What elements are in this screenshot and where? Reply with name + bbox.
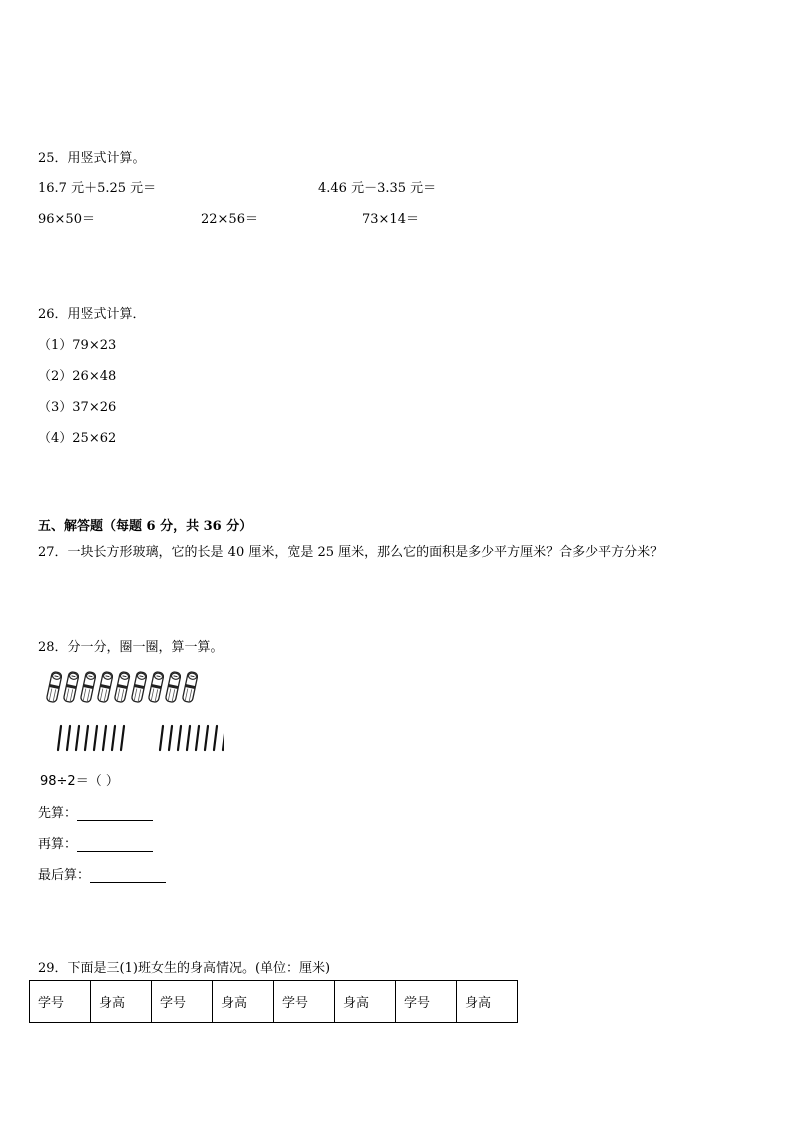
q26-item-4: （4）25×62	[38, 431, 117, 446]
q28-step-1-blank[interactable]	[77, 806, 153, 821]
section-heading: 五、解答题（每题 6 分，共 36 分）	[38, 519, 253, 534]
loose-stick-icon	[103, 726, 106, 750]
loose-stick-icon	[58, 726, 61, 750]
q28-title: 28．分一分，圈一圈，算一算。	[38, 640, 224, 655]
stick-bundle-icon	[80, 671, 96, 702]
stick-bundles-illustration	[44, 670, 204, 706]
table-header-cell: 学号	[152, 981, 213, 1023]
stick-bundle-icon	[97, 671, 113, 702]
loose-stick-icon	[223, 726, 224, 750]
stick-bundle-icon	[63, 671, 79, 702]
q26-item-2: （2）26×48	[38, 369, 117, 384]
loose-stick-icon	[196, 726, 199, 750]
loose-sticks-illustration	[54, 724, 224, 754]
stick-bundle-icon	[148, 671, 164, 702]
table-header-cell: 学号	[396, 981, 457, 1023]
table-header-cell: 学号	[30, 981, 91, 1023]
q29-title: 29．下面是三(1)班女生的身高情况。(单位：厘米)	[38, 961, 331, 976]
q25-expr-2: 4.46 元－3.35 元＝	[318, 181, 437, 196]
q28-step-1	[38, 802, 153, 821]
q28-step-3-blank[interactable]	[90, 868, 166, 883]
loose-stick-icon	[160, 726, 163, 750]
loose-stick-icon	[205, 726, 208, 750]
stick-bundle-icon	[114, 671, 130, 702]
loose-stick-icon	[214, 726, 217, 750]
loose-stick-icon	[112, 726, 115, 750]
height-table	[29, 980, 518, 1023]
q28-step-3	[38, 864, 166, 883]
q26-item-3: （3）37×26	[38, 400, 117, 415]
loose-stick-icon	[187, 726, 190, 750]
stick-bundle-icon	[46, 671, 62, 702]
q26-item-1: （1）79×23	[38, 338, 117, 353]
q27-text: 27．一块长方形玻璃，它的长是 40 厘米，宽是 25 厘米，那么它的面积是多少平方厘米？合多少平方分米？	[38, 545, 664, 560]
stick-bundle-icon	[165, 671, 181, 702]
q25-expr-5: 73×14＝	[362, 212, 419, 227]
table-header-cell: 学号	[274, 981, 335, 1023]
q25-expr-4: 22×56＝	[201, 212, 258, 227]
q25-expr-1: 16.7 元＋5.25 元＝	[38, 181, 157, 196]
q28-step-1-label: 先算：	[38, 806, 78, 821]
q28-step-2-label: 再算：	[38, 837, 78, 852]
loose-stick-icon	[121, 726, 124, 750]
q25-title: 25．用竖式计算。	[38, 151, 146, 166]
table-header-cell: 身高	[335, 981, 396, 1023]
stick-bundle-icon	[182, 671, 198, 702]
q25-expr-3: 96×50＝	[38, 212, 95, 227]
loose-stick-icon	[76, 726, 79, 750]
loose-stick-icon	[94, 726, 97, 750]
table-header-cell: 身高	[91, 981, 152, 1023]
loose-stick-icon	[169, 726, 172, 750]
loose-stick-icon	[67, 726, 70, 750]
q28-step-3-label: 最后算：	[38, 868, 91, 883]
loose-stick-icon	[178, 726, 181, 750]
table-header-cell: 身高	[457, 981, 518, 1023]
loose-stick-icon	[85, 726, 88, 750]
stick-bundle-icon	[131, 671, 147, 702]
table-header-cell: 身高	[213, 981, 274, 1023]
q28-equation: 98÷2＝（ ）	[40, 774, 119, 789]
table-row	[30, 981, 518, 1023]
q28-step-2-blank[interactable]	[77, 837, 153, 852]
q28-step-2	[38, 833, 153, 852]
q26-title: 26．用竖式计算．	[38, 307, 146, 322]
